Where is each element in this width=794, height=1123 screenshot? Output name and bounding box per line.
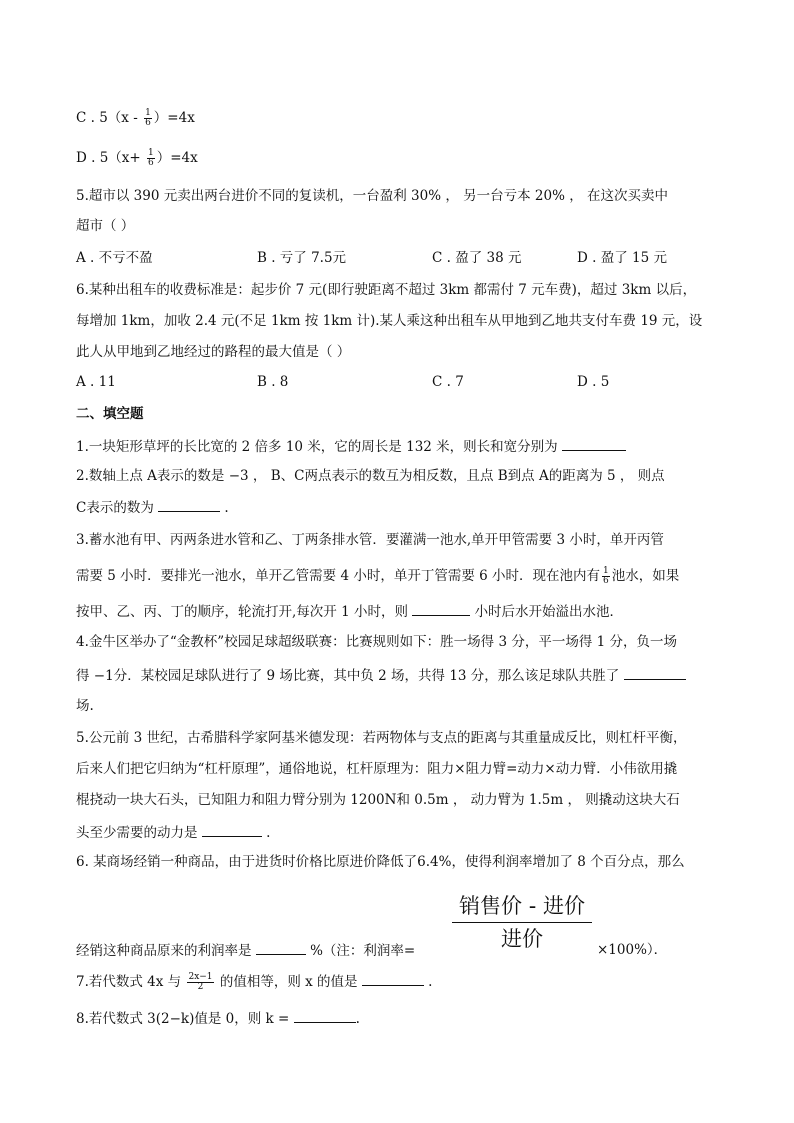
q6-option-d: D . 5 bbox=[577, 374, 610, 390]
q5-option-a: A . 不亏不盈 bbox=[76, 250, 153, 266]
option-d: D . 5（x+ $\frac{1}{6}$ ）=4x bbox=[76, 148, 198, 168]
q5-option-c: C . 盈了 38 元 bbox=[432, 250, 522, 266]
fraction: $\frac{1}{6}$ bbox=[603, 566, 609, 586]
fraction: $\frac{2x-1}{2}$ bbox=[188, 972, 213, 992]
fill-question-5-line-4: 头至少需要的动力是 . bbox=[76, 822, 270, 843]
section-title: 二、填空题 bbox=[76, 406, 144, 422]
fill-question-3-line-1: 3.蓄水池有甲、丙两条进水管和乙、丁两条排水管．要灌满一池水,单开甲管需要 3 小时，单开丙管 bbox=[76, 532, 664, 548]
option-d-text: D . 5（x+ bbox=[76, 150, 146, 166]
option-c: C . 5（x - $\frac{1}{6}$ ）=4x bbox=[76, 108, 195, 128]
fill-question-5-line-3: 棍挠动一块大石头，已知阻力和阻力臂分别为 1200N和 0.5m ， 动力臂为 1.5m ， 则撬动这块大石 bbox=[76, 792, 680, 808]
option-c-text: C . 5（x - bbox=[76, 110, 143, 126]
fill-question-3-line-2: 需要 5 小时．要排光一池水，单开乙管需要 4 小时，单开丁管需要 6 小时．现在池内有 $\frac{1}{6}$ 池水，如果 bbox=[76, 566, 680, 586]
answer-blank bbox=[294, 1008, 356, 1023]
fill-question-1: 1.一块矩形草坪的长比宽的 2 倍多 10 米，它的周长是 132 米，则长和宽分别为 bbox=[76, 436, 626, 457]
question-5-line-2: 超市（ ） bbox=[76, 218, 135, 234]
answer-blank bbox=[412, 601, 470, 616]
fill-question-4-line-3: 场. bbox=[76, 698, 94, 714]
question-5-line-1: 5.超市以 390 元卖出两台进价不同的复读机，一台盈利 30% ， 另一台亏本 20% ， 在这次买卖中 bbox=[76, 188, 668, 204]
q5-option-b: B . 亏了 7.5元 bbox=[257, 250, 347, 266]
answer-blank bbox=[158, 497, 220, 512]
fill-question-3-line-3: 按甲、乙、丙、丁的顺序，轮流打开,每次开 1 小时，则 小时后水开始溢出水池． bbox=[76, 601, 623, 622]
fill-question-8: 8.若代数式 3(2−k)值是 0，则 k = . bbox=[76, 1008, 360, 1029]
fraction: $\frac{1}{6}$ bbox=[148, 148, 154, 168]
question-6-line-3: 此人从甲地到乙地经过的路程的最大值是（ ） bbox=[76, 344, 351, 360]
fill-question-7: 7.若代数式 4x 与 $\frac{2x-1}{2}$ 的值相等，则 x 的值是 . bbox=[76, 972, 433, 992]
answer-blank bbox=[562, 436, 626, 451]
fill-question-2-line-2: C表示的数为 . bbox=[76, 497, 229, 518]
profit-rate-fraction: 销售价 - 进价 进价 bbox=[452, 890, 592, 953]
q6-option-b: B . 8 bbox=[257, 374, 289, 390]
question-6-line-2: 每增加 1km，加收 2.4 元(不足 1km 按 1km 计).某人乘这种出租车从甲地到乙地共支付车费 19 元，设 bbox=[76, 313, 703, 329]
q6-option-c: C . 7 bbox=[432, 374, 464, 390]
fill-question-6-line-2-end: ×100%）． bbox=[597, 942, 668, 958]
answer-blank bbox=[256, 940, 306, 955]
fill-question-5-line-1: 5.公元前 3 世纪，古希腊科学家阿基米德发现：若两物体与支点的距离与其重量成反比，则杠杆平衡， bbox=[76, 730, 687, 746]
fill-question-6-line-1: 6. 某商场经销一种商品，由于进货时价格比原进价降低了6.4%，使得利润率增加了 8 个百分点，那么 bbox=[76, 854, 685, 870]
fill-question-2-line-1: 2.数轴上点 A表示的数是 −3 ， B、C两点表示的数互为相反数，且点 B到点 A的距离为 5 ， 则点 bbox=[76, 468, 665, 484]
answer-blank bbox=[202, 822, 262, 837]
fill-question-6-line-2: 经销这种商品原来的利润率是 %（注：利润率= bbox=[76, 940, 415, 961]
question-6-line-1: 6.某种出租车的收费标准是：起步价 7 元(即行驶距离不超过 3km 都需付 7 元车费)，超过 3km 以后， bbox=[76, 282, 697, 298]
fill-question-4-line-2: 得 −1分．某校园足球队进行了 9 场比赛，其中负 2 场，共得 13 分，那么该足球队共胜了 bbox=[76, 665, 686, 686]
q6-option-a: A . 11 bbox=[76, 374, 116, 390]
q5-option-d: D . 盈了 15 元 bbox=[577, 250, 667, 266]
answer-blank bbox=[362, 971, 424, 986]
fill-question-4-line-1: 4.金牛区举办了“金教杯”校园足球超级联赛：比赛规则如下：胜一场得 3 分，平一场得 1 分，负一场 bbox=[76, 634, 678, 650]
fraction: $\frac{1}{6}$ bbox=[145, 108, 151, 128]
answer-blank bbox=[624, 665, 686, 680]
fill-question-5-line-2: 后来人们把它归纳为“杠杆原理”，通俗地说，杠杆原理为：阻力×阻力臂=动力×动力臂．小伟欲用撬 bbox=[76, 761, 678, 777]
